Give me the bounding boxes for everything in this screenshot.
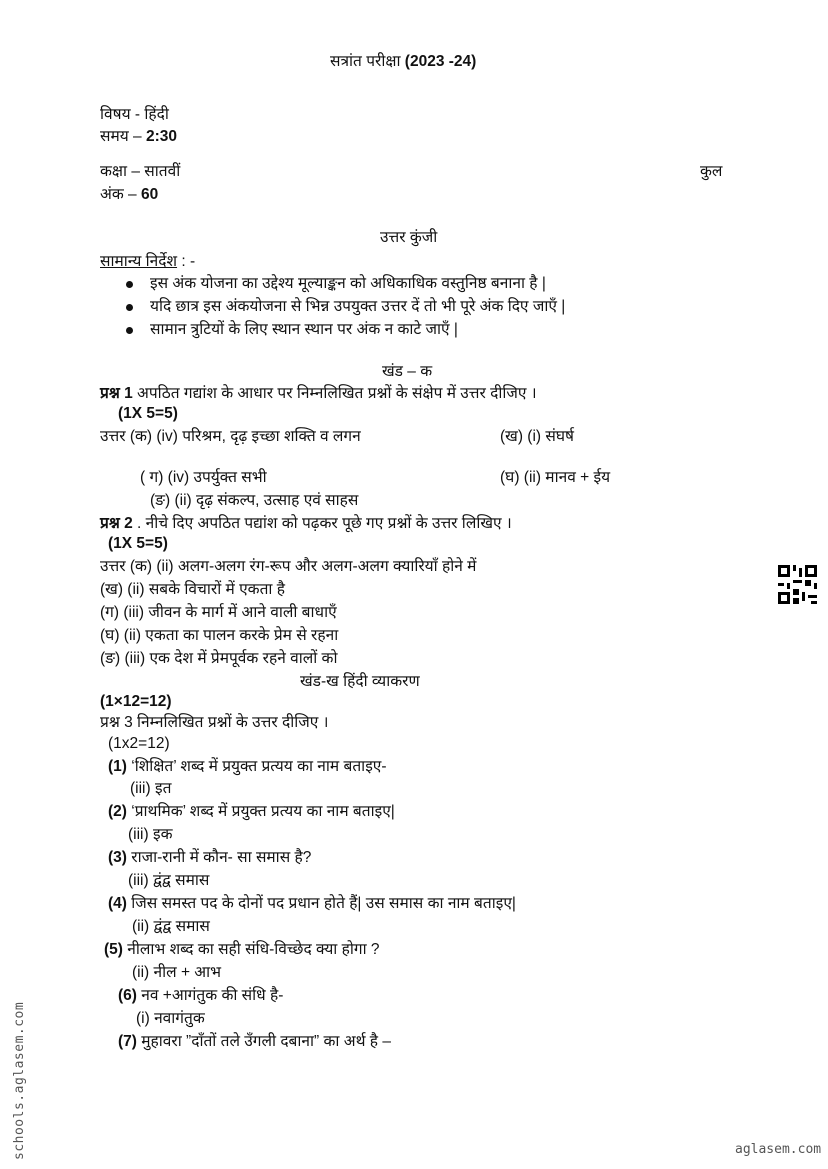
q1-answer: (ङ) (ii) दृढ़ संकल्प, उत्साह एवं साहस <box>150 492 359 509</box>
grammar-question <box>108 894 516 914</box>
grammar-question <box>108 757 387 777</box>
question-text: जिस समस्त पद के दोनों पद प्रधान होते हैं| उस समास का नाम बताइए| <box>131 895 516 912</box>
q2-answer: (ग) (iii) जीवन के मार्ग में आने वाली बाधाएँ <box>100 604 337 621</box>
marks <box>100 185 158 205</box>
q2-answer: (ङ) (iii) एक देश में प्रेमपूर्वक रहने वालों को <box>100 650 338 667</box>
bottom-watermark: aglasem.com <box>735 1142 822 1157</box>
time-value: 2:30 <box>145 128 178 145</box>
instructions-suffix: : - <box>177 253 196 270</box>
q2-answer: (घ) (ii) एकता का पालन करके प्रेम से रहना <box>100 627 339 644</box>
total-label: कुल <box>700 163 723 180</box>
q1-label: प्रश्न 1 <box>100 385 133 402</box>
q3-marks: (1x2=12) <box>108 735 170 752</box>
bullet-icon <box>126 304 133 311</box>
q1-question <box>100 384 537 404</box>
instructions-heading-text: सामान्य निर्देश <box>100 253 178 270</box>
q2-question <box>100 514 512 534</box>
question-text: मुहावरा ”दाँतों तले उँगली दबाना” का अर्थ है – <box>141 1033 391 1050</box>
instruction-item: सामान त्रुटियों के लिए स्थान स्थान पर अंक न काटे जाएँ | <box>150 321 458 338</box>
q1-answer: ( ग) (iv) उपर्युक्त सभी <box>140 469 267 486</box>
instructions-heading <box>100 252 195 272</box>
question-number: (5) <box>104 941 123 958</box>
question-text: नीलाभ शब्द का सही संधि-विच्छेद क्या होगा ? <box>127 941 380 958</box>
exam-title <box>330 52 476 72</box>
class: कक्षा – सातवीं <box>100 163 181 180</box>
exam-year: (2023 -24) <box>404 53 477 70</box>
bullet-icon <box>126 327 133 334</box>
time-label: समय – <box>100 128 142 145</box>
grammar-question <box>104 940 380 960</box>
grammar-answer: (iii) इत <box>130 780 172 797</box>
bullet-icon <box>126 281 133 288</box>
q2-label: प्रश्न 2 <box>100 515 133 532</box>
q2-answer: उत्तर (क) (ii) अलग-अलग रंग-रूप और अलग-अलग क्यारियाँ होने में <box>100 558 477 575</box>
instruction-item: यदि छात्र इस अंकयोजना से भिन्न उपयुक्त उत्तर दें तो भी पूरे अंक दिए जाएँ | <box>150 298 566 315</box>
marks-label: अंक – <box>100 186 137 203</box>
grammar-answer: (i) नवागंतुक <box>136 1010 205 1027</box>
q3-question: प्रश्न 3 निम्नलिखित प्रश्नों के उत्तर दीजिए । <box>100 714 329 731</box>
question-number: (2) <box>108 803 127 820</box>
grammar-answer: (iii) द्वंद्व समास <box>128 872 210 889</box>
question-text: ‘प्राथमिक’ शब्द में प्रयुक्त प्रत्यय का नाम बताइए| <box>131 803 395 820</box>
question-number: (1) <box>108 758 127 775</box>
grammar-question <box>108 802 395 822</box>
q1-answer: उत्तर (क) (iv) परिश्रम, दृढ़ इच्छा शक्ति व लगन <box>100 428 361 445</box>
question-text: राजा-रानी में कौन- सा समास है? <box>131 849 312 866</box>
section-b-title: खंड-ख हिंदी व्याकरण <box>300 673 420 690</box>
answer-key-title: उत्तर कुंजी <box>380 229 438 246</box>
exam-title-text: सत्रांत परीक्षा <box>330 53 401 70</box>
grammar-answer: (ii) नील + आभ <box>132 964 222 981</box>
grammar-answer: (ii) द्वंद्व समास <box>132 918 210 935</box>
q2-answer: (ख) (ii) सबके विचारों में एकता है <box>100 581 285 598</box>
question-number: (3) <box>108 849 127 866</box>
subject: विषय - हिंदी <box>100 106 169 123</box>
q1-text: अपठित गद्यांश के आधार पर निम्नलिखित प्रश्नों के संक्षेप में उत्तर दीजिए । <box>137 385 537 402</box>
question-number: (7) <box>118 1033 137 1050</box>
instruction-item: इस अंक योजना का उद्देश्य मूल्याङ्कन को अधिकाधिक वस्तुनिष्ठ बनाना है | <box>150 275 546 292</box>
grammar-answer: (iii) इक <box>128 826 173 843</box>
grammar-question <box>118 1032 391 1052</box>
grammar-question <box>118 986 283 1006</box>
q2-marks: (1X 5=5) <box>108 535 168 552</box>
question-text: नव +आगंतुक की संधि है- <box>141 987 284 1004</box>
side-watermark: schools.aglasem.com <box>12 1001 27 1160</box>
q2-text: . नीचे दिए अपठित पद्यांश को पढ़कर पूछे गए प्रश्नों के उत्तर लिखिए । <box>132 515 512 532</box>
q1-answer: (घ) (ii) मानव + ईय <box>500 469 611 486</box>
q1-answer: (ख) (i) संघर्ष <box>500 428 574 445</box>
question-number: (6) <box>118 987 137 1004</box>
section-a-title: खंड – क <box>382 363 433 380</box>
question-text: ‘शिक्षित’ शब्द में प्रयुक्त प्रत्यय का नाम बताइए- <box>131 758 387 775</box>
grammar-question <box>108 848 311 868</box>
qr-code-icon <box>778 565 817 604</box>
time <box>100 127 177 147</box>
question-number: (4) <box>108 895 127 912</box>
marks-value: 60 <box>141 186 159 203</box>
section-b-marks: (1×12=12) <box>100 693 172 710</box>
q1-marks: (1X 5=5) <box>118 405 178 422</box>
